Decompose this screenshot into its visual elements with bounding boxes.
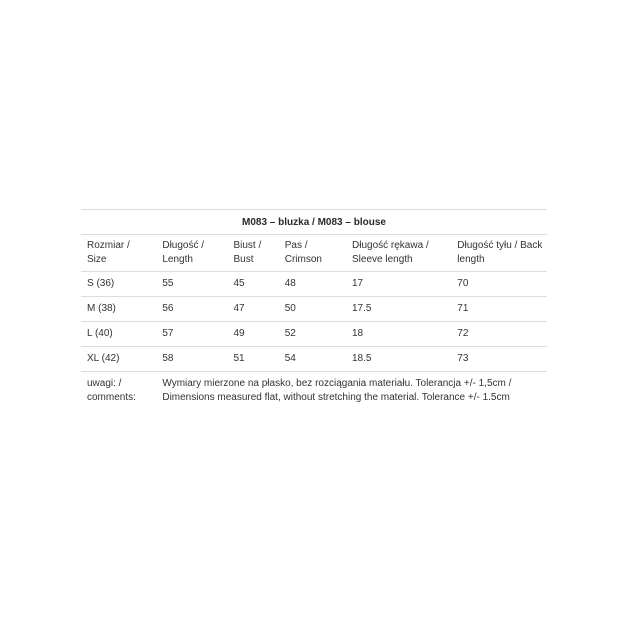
cell-sleeve-length: 17.5 xyxy=(352,297,457,322)
size-chart-table xyxy=(81,209,547,405)
cell-bust: 47 xyxy=(233,297,284,322)
header-size: Rozmiar / Size xyxy=(81,235,162,272)
cell-sleeve-length: 18.5 xyxy=(352,347,457,372)
table-row xyxy=(81,347,547,372)
header-length: Długość / Length xyxy=(162,235,233,272)
cell-bust: 45 xyxy=(233,272,284,297)
comments-row xyxy=(81,372,547,406)
cell-size: S (36) xyxy=(81,272,162,297)
cell-size: M (38) xyxy=(81,297,162,322)
header-waist: Pas / Crimson xyxy=(285,235,352,272)
cell-length: 58 xyxy=(162,347,233,372)
table-title-row xyxy=(81,210,547,235)
comments-text: Wymiary mierzone na płasko, bez rozciągania materiału. Tolerancja +/- 1,5cm / Dimensions measured flat, without stretching the material. Tolerance +/- 1.5cm xyxy=(162,378,512,403)
cell-waist: 54 xyxy=(285,347,352,372)
cell-length: 55 xyxy=(162,272,233,297)
cell-bust: 49 xyxy=(233,322,284,347)
header-bust: Biust / Bust xyxy=(233,235,284,272)
cell-back-length: 71 xyxy=(457,297,547,322)
cell-sleeve-length: 18 xyxy=(352,322,457,347)
cell-waist: 50 xyxy=(285,297,352,322)
cell-bust: 51 xyxy=(233,347,284,372)
cell-length: 56 xyxy=(162,297,233,322)
table-header-row xyxy=(81,235,547,272)
cell-length: 57 xyxy=(162,322,233,347)
cell-size: L (40) xyxy=(81,322,162,347)
cell-back-length: 72 xyxy=(457,322,547,347)
table-row xyxy=(81,322,547,347)
table-row xyxy=(81,272,547,297)
cell-waist: 48 xyxy=(285,272,352,297)
table-row xyxy=(81,297,547,322)
cell-size: XL (42) xyxy=(81,347,162,372)
header-sleeve-length: Długość rękawa / Sleeve length xyxy=(352,235,457,272)
cell-back-length: 70 xyxy=(457,272,547,297)
cell-back-length: 73 xyxy=(457,347,547,372)
comments-label: uwagi: / comments: xyxy=(87,378,136,403)
cell-waist: 52 xyxy=(285,322,352,347)
cell-sleeve-length: 17 xyxy=(352,272,457,297)
table-title: M083 – bluzka / M083 – blouse xyxy=(81,210,547,235)
header-back-length: Długość tyłu / Back length xyxy=(457,235,547,272)
